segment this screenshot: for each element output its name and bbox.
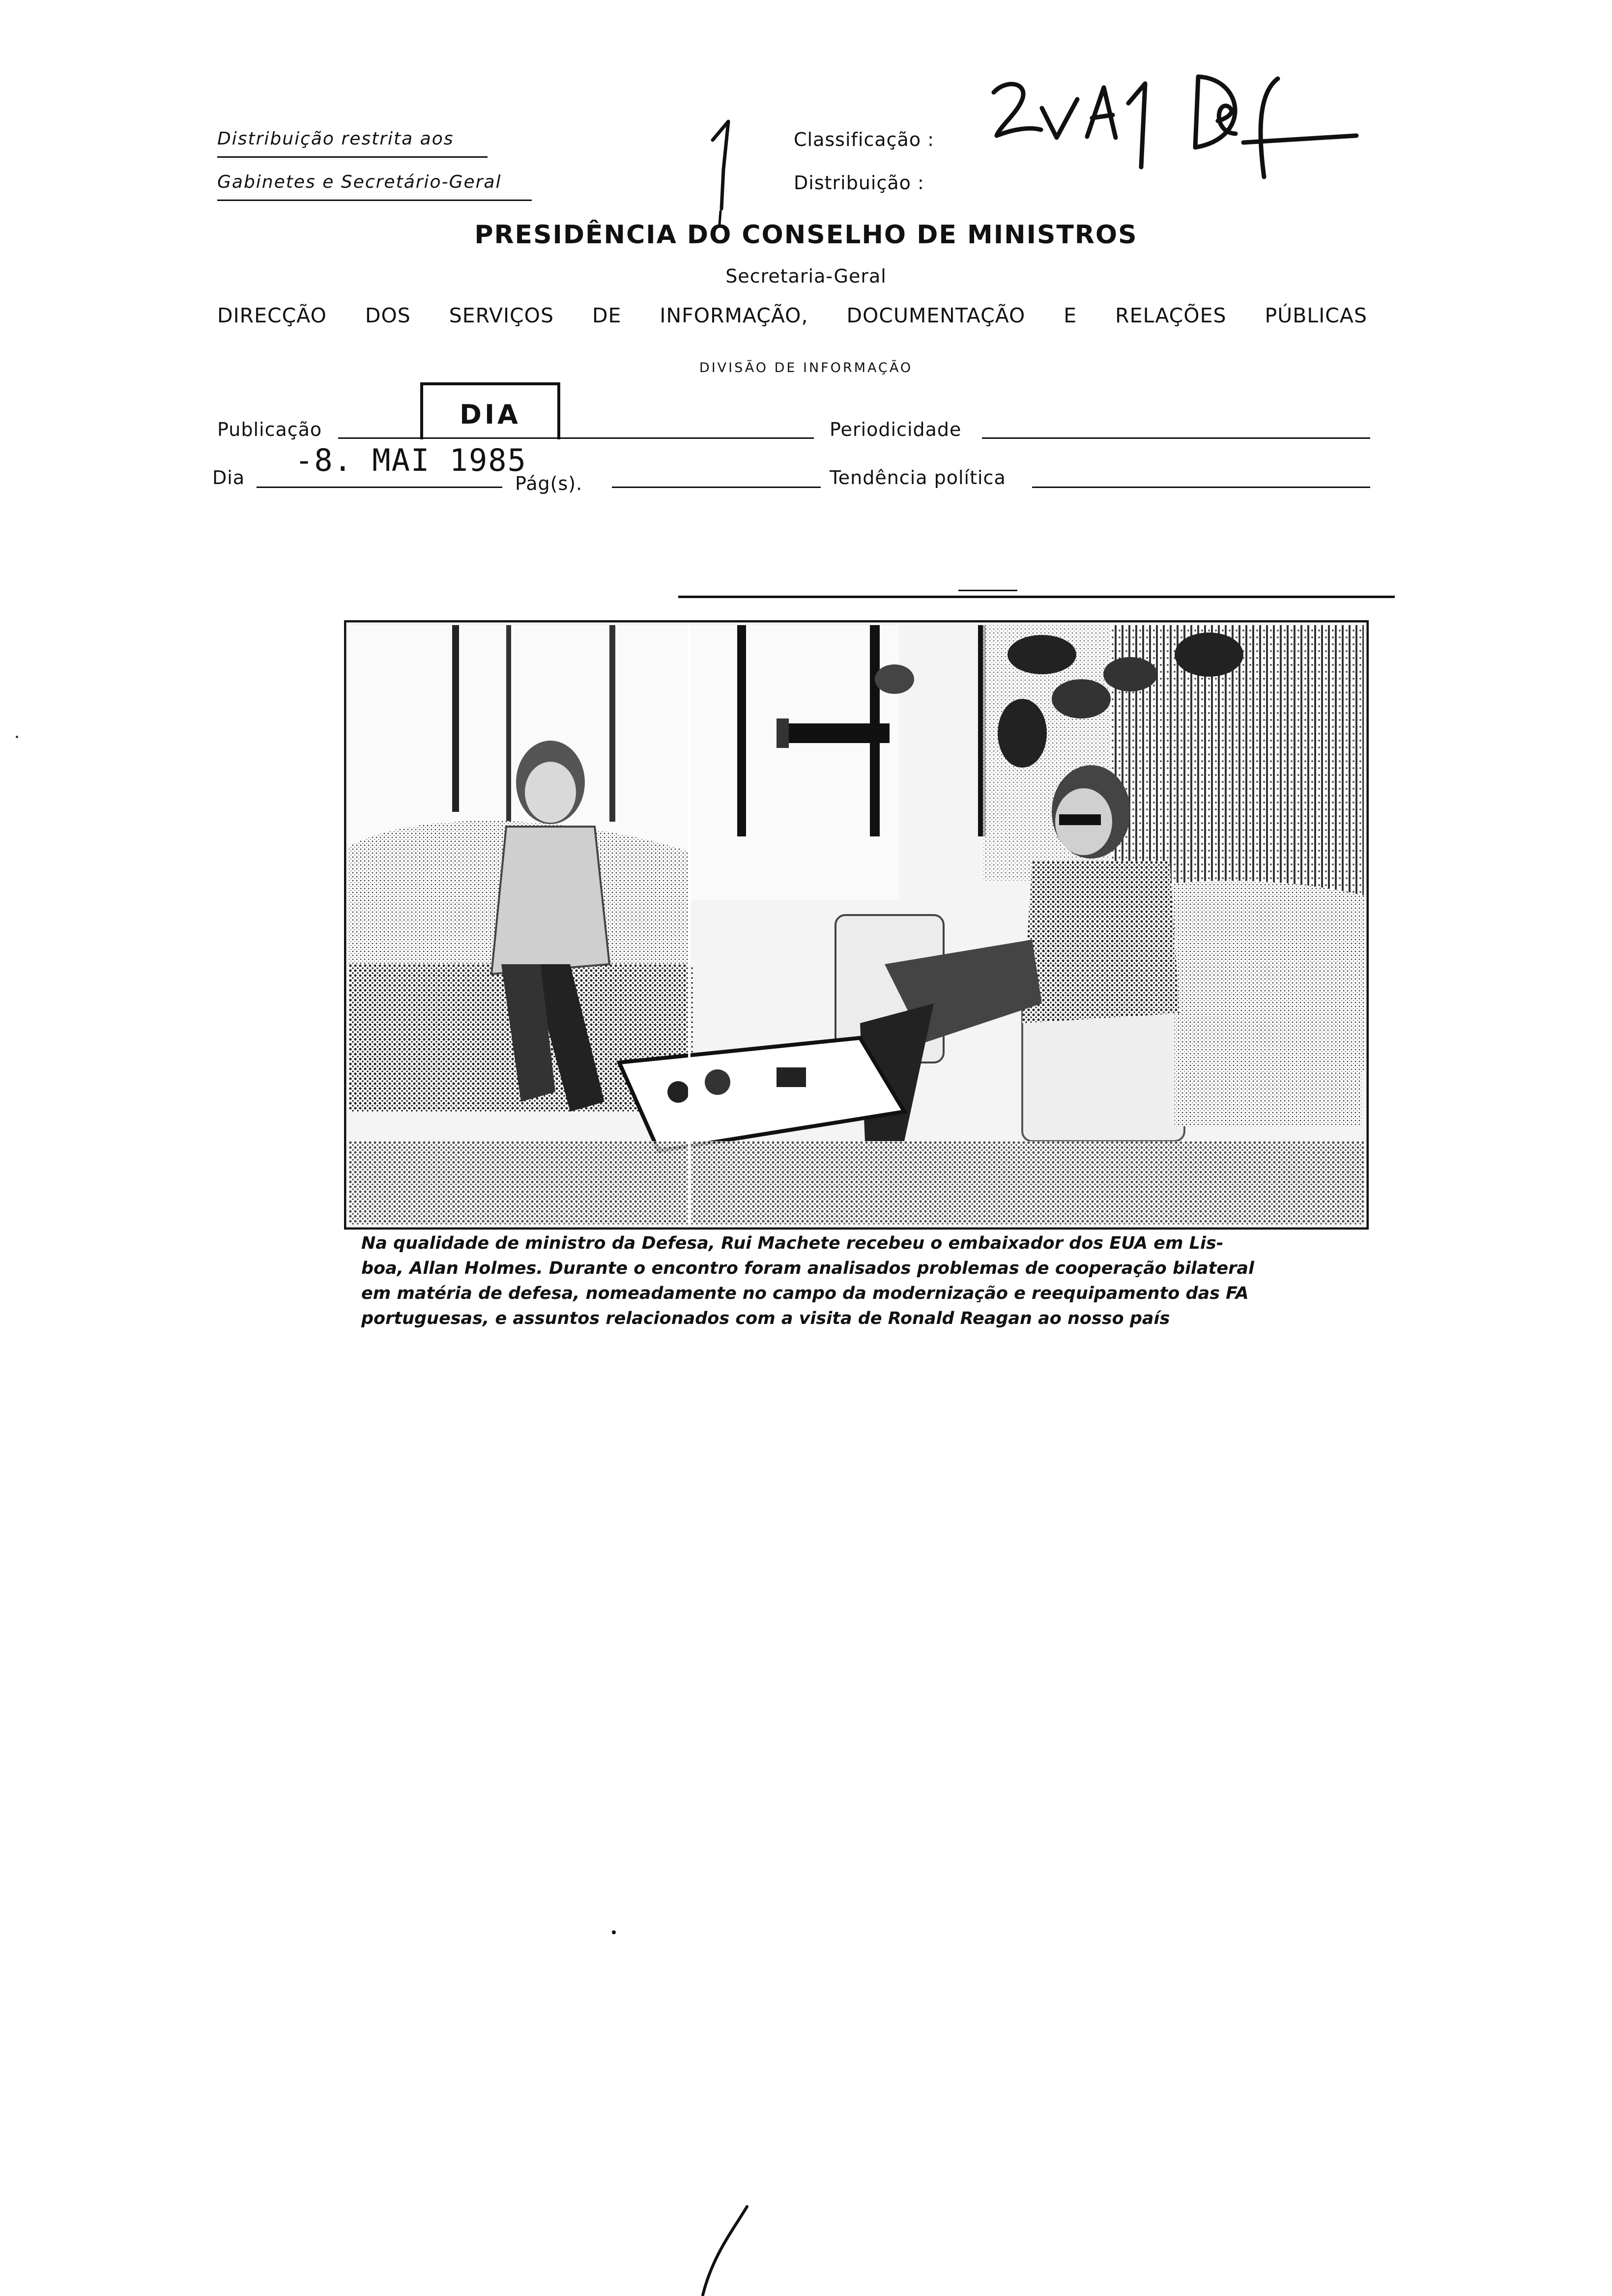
dia-line — [257, 487, 502, 488]
handwritten-number-icon — [698, 111, 742, 229]
tendencia-line — [1032, 487, 1370, 488]
scan-dot — [612, 1930, 616, 1934]
clipping-top-rule — [678, 596, 1395, 598]
caption-line-4: portuguesas, e assuntos relacionados com a visita de Ronald Reagan ao nosso país — [361, 1309, 1170, 1328]
caption-line-2: boa, Allan Holmes. Durante o encontro foram analisados problemas de cooperação bilateral — [361, 1259, 1254, 1278]
letterhead-title: PRESIDÊNCIA DO CONSELHO DE MINISTROS — [474, 220, 1138, 250]
distribution-line-2: Gabinetes e Secretário-Geral — [217, 172, 502, 192]
periodicidade-label: Periodicidade — [830, 419, 962, 440]
dia-value: -8. MAI 1985 — [295, 442, 527, 478]
letterhead-direction: DIRECÇÃO DOS SERVIÇOS DE INFORMAÇÃO, DOCUMENTAÇÃO E RELAÇÕES PÚBLICAS — [217, 304, 1367, 327]
distribution-line-1: Distribuição restrita aos — [217, 129, 454, 149]
handwritten-annotation-icon — [983, 64, 1366, 192]
distribuicao-label: Distribuição : — [794, 172, 924, 194]
distribution-underline-1 — [217, 156, 488, 158]
pags-label: Pág(s). — [515, 473, 583, 494]
publicacao-line — [338, 437, 814, 439]
pags-line — [612, 487, 821, 488]
letterhead-subtitle: Secretaria-Geral — [725, 265, 887, 287]
letterhead-division: DIVISÃO DE INFORMAÇÃO — [699, 360, 913, 375]
caption-line-3: em matéria de defesa, nomeadamente no campo da modernização e reequipamento das FA — [361, 1284, 1249, 1303]
scan-dot-left — [16, 736, 18, 738]
caption-line-1: Na qualidade de ministro da Defesa, Rui Machete recebeu o embaixador dos EUA em Lis- — [361, 1234, 1224, 1253]
periodicidade-line — [982, 437, 1370, 439]
publicacao-label: Publicação — [217, 419, 322, 440]
press-photo — [344, 620, 1369, 1230]
publicacao-value: DIA — [460, 399, 521, 430]
classificacao-label: Classificação : — [794, 129, 934, 150]
photo-caption — [361, 1231, 1364, 1331]
publicacao-stamp — [420, 382, 560, 439]
distribution-underline-2 — [217, 200, 532, 201]
tendencia-label: Tendência política — [830, 467, 1006, 488]
dia-label: Dia — [212, 467, 245, 488]
handwritten-stroke-icon — [688, 2202, 757, 2296]
clipping-rule-mark — [958, 590, 1017, 591]
